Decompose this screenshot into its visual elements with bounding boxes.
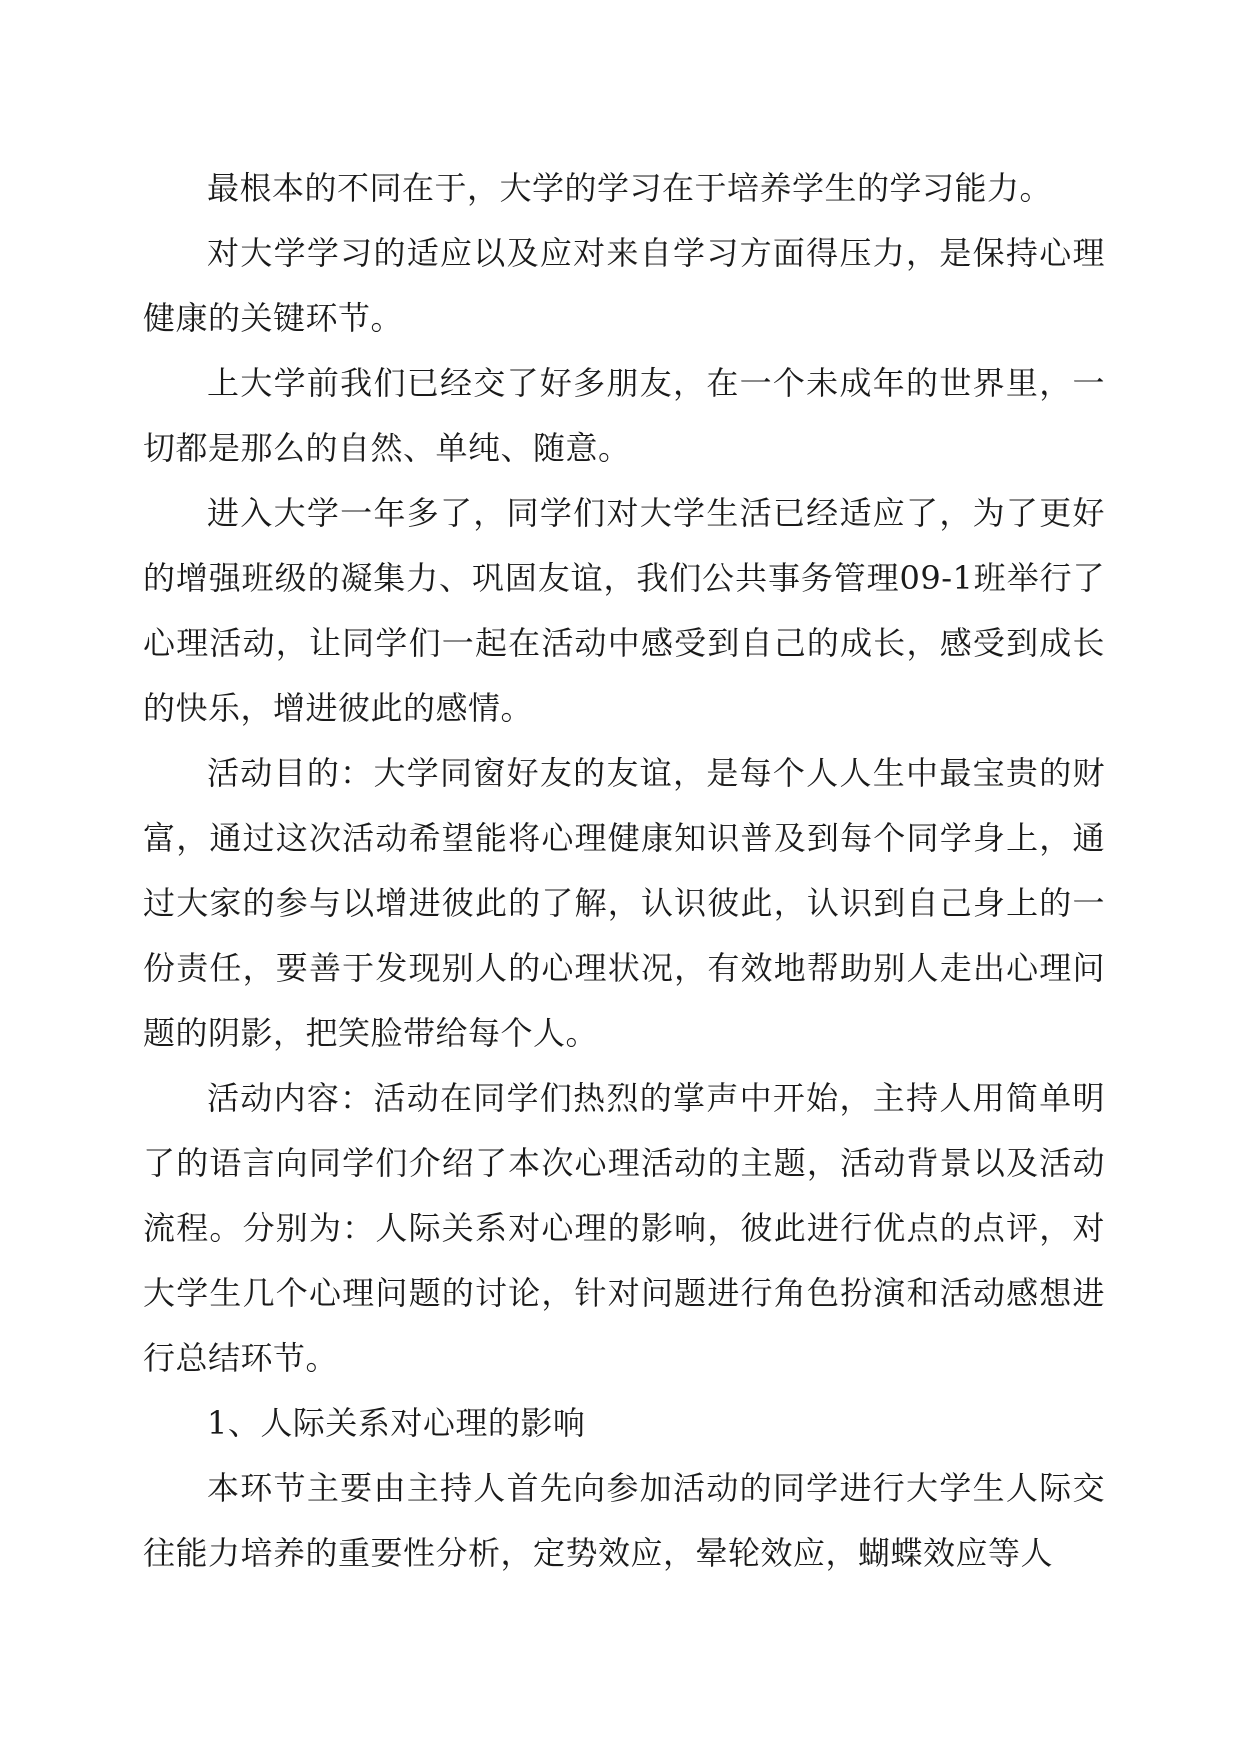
paragraph-7: 本环节主要由主持人首先向参加活动的同学进行大学生人际交往能力培养的重要性分析，定势效应，晕轮效应，蝴蝶效应等人	[143, 1469, 1105, 1572]
paragraph-5: 活动目的：大学同窗好友的友谊，是每个人人生中最宝贵的财富，通过这次活动希望能将心理健康知识普及到每个同学身上，通过大家的参与以增进彼此的了解，认识彼此，认识到自己身上的一份责任，要善于发现别人的心理状况，有效地帮助别人走出心理问题的阴影，把笑脸带给每个人。	[143, 754, 1105, 1052]
paragraph-6: 活动内容：活动在同学们热烈的掌声中开始，主持人用简单明了的语言向同学们介绍了本次心理活动的主题，活动背景以及活动流程。分别为：人际关系对心理的影响，彼此进行优点的点评，对大学生几个心理问题的讨论，针对问题进行角色扮演和活动感想进行总结环节。	[143, 1079, 1105, 1377]
paragraph-4: 进入大学一年多了，同学们对大学生活已经适应了，为了更好的增强班级的凝集力、巩固友谊，我们公共事务管理09-1班举行了心理活动，让同学们一起在活动中感受到自己的成长，感受到成长的快乐，增进彼此的感情。	[143, 494, 1105, 727]
paragraph-1: 最根本的不同在于，大学的学习在于培养学生的学习能力。	[207, 169, 1053, 207]
section-heading-1: 1、人际关系对心理的影响	[207, 1404, 586, 1442]
paragraph-3: 上大学前我们已经交了好多朋友，在一个未成年的世界里，一切都是那么的自然、单纯、随意。	[143, 364, 1105, 467]
document-body	[143, 156, 1105, 1586]
paragraph-2: 对大学学习的适应以及应对来自学习方面得压力，是保持心理健康的关键环节。	[143, 234, 1105, 337]
